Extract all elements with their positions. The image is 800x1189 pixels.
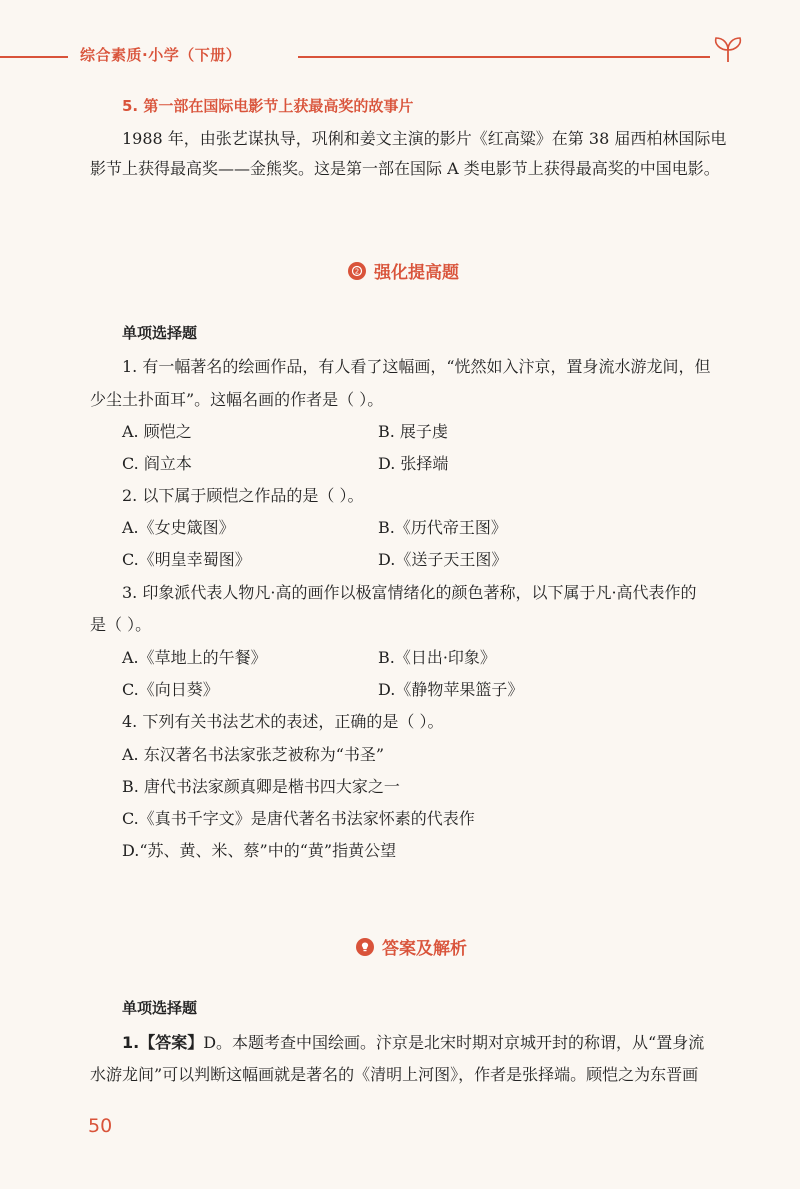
practice-subheading: 单项选择题	[122, 324, 198, 342]
running-header	[0, 34, 800, 74]
q1-option-c: C. 阎立本	[122, 454, 192, 473]
q2-option-c: C.《明皇幸蜀图》	[122, 550, 251, 569]
q4-option-b: B. 唐代书法家颜真卿是楷书四大家之一	[122, 777, 400, 796]
q2-option-b: B.《历代帝王图》	[378, 518, 507, 537]
sprout-icon	[708, 34, 748, 64]
q1-option-a: A. 顾恺之	[122, 422, 192, 441]
answer-1-label: 1.【答案】	[122, 1033, 204, 1052]
answers-subheading: 单项选择题	[122, 999, 198, 1017]
question-4-line-1: 4. 下列有关书法艺术的表述，正确的是（ ）。	[122, 712, 444, 731]
q4-option-a: A. 东汉著名书法家张芝被称为“书圣”	[122, 745, 385, 764]
lightbulb-icon	[356, 938, 374, 956]
answer-1-text: D。本题考查中国绘画。汴京是北宋时期对京城开封的称谓，从“置身流	[203, 1033, 705, 1052]
q3-option-a: A.《草地上的午餐》	[122, 648, 267, 667]
svg-text:2: 2	[354, 267, 360, 275]
question-3-line-1: 3. 印象派代表人物凡·高的画作以极富情绪化的颜色著称，以下属于凡·高代表作的	[122, 583, 697, 602]
question-1-line-1: 1. 有一幅著名的绘画作品，有人看了这幅画，“恍然如入汴京，置身流水游龙间，但	[122, 357, 711, 376]
q2-option-a: A.《女史箴图》	[122, 518, 235, 537]
answers-banner	[356, 934, 467, 959]
q4-option-d: D.“苏、黄、米、蔡”中的“黄”指黄公望	[122, 841, 397, 860]
header-rule-right	[298, 56, 710, 58]
question-2-line-1: 2. 以下属于顾恺之作品的是（ ）。	[122, 486, 364, 505]
fact-paragraph-line-2: 影节上获得最高奖——金熊奖。这是第一部在国际 A 类电影节上获得最高奖的中国电影。	[90, 159, 720, 178]
answer-1-line-2: 水游龙间”可以判断这幅画就是著名的《清明上河图》，作者是张择端。顾恺之为东晋画	[90, 1065, 699, 1084]
q3-option-d: D.《静物苹果篮子》	[378, 680, 524, 699]
q1-option-b: B. 展子虔	[378, 422, 448, 441]
answers-banner-title: 答案及解析	[382, 939, 467, 959]
fact-title: 5. 第一部在国际电影节上获最高奖的故事片	[122, 97, 414, 115]
question-3-line-2: 是（ ）。	[90, 615, 152, 634]
q2-option-d: D.《送子天王图》	[378, 550, 508, 569]
q3-option-c: C.《向日葵》	[122, 680, 219, 699]
question-1-line-2: 少尘土扑面耳”。这幅名画的作者是（ ）。	[90, 390, 384, 409]
q4-option-c: C.《真书千字文》是唐代著名书法家怀素的代表作	[122, 809, 475, 828]
q3-option-b: B.《日出·印象》	[378, 648, 496, 667]
page-number: 50	[88, 1115, 113, 1137]
header-rule-left	[0, 56, 68, 58]
fact-paragraph-line-1: 1988 年，由张艺谋执导，巩俐和姜文主演的影片《红高粱》在第 38 届西柏林国际电	[122, 129, 727, 148]
answer-1-line-1	[122, 1030, 704, 1053]
header-title: 综合素质·小学（下册）	[80, 46, 242, 64]
practice-banner	[348, 258, 459, 283]
number-circle-icon	[348, 262, 366, 280]
practice-banner-title: 强化提高题	[374, 263, 459, 283]
q1-option-d: D. 张择端	[378, 454, 449, 473]
